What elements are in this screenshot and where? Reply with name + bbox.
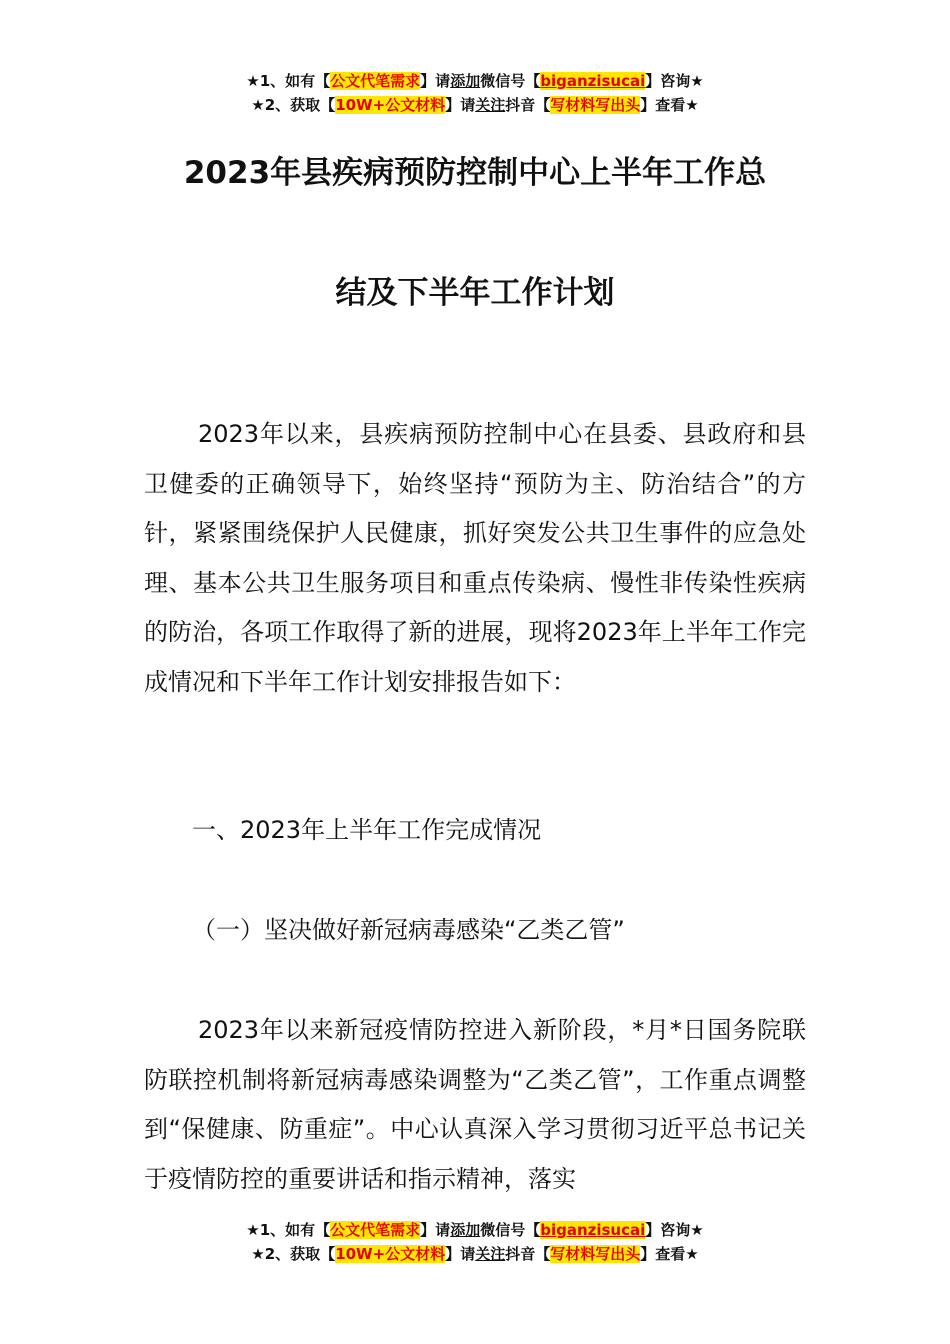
promo-text: ★1、如有【 <box>246 72 331 90</box>
promo-banner-top <box>0 69 950 117</box>
promo-text: 】查看★ <box>640 1245 699 1263</box>
promo-highlight: 公文代笔需求 <box>330 72 421 90</box>
promo-highlight: 10W+公文材料 <box>335 1245 446 1263</box>
promo-text: 】咨询★ <box>645 1221 704 1239</box>
promo-text: 】请 <box>420 1221 451 1239</box>
promo-line-2 <box>0 93 950 117</box>
promo-text: 】查看★ <box>640 96 699 114</box>
promo-underlined-text: 关注 <box>475 96 506 114</box>
promo-text: 微信号【 <box>480 72 541 90</box>
promo-text: 】请 <box>445 96 476 114</box>
promo-highlight: 公文代笔需求 <box>330 1221 421 1239</box>
promo-text: 】请 <box>445 1245 476 1263</box>
promo-underlined-text: 添加 <box>450 72 481 90</box>
promo-text: 微信号【 <box>480 1221 541 1239</box>
promo-text: ★1、如有【 <box>246 1221 331 1239</box>
promo-line-2 <box>0 1242 950 1266</box>
document-title-line-1: 2023年县疾病预防控制中心上半年工作总 <box>183 155 767 191</box>
wechat-id-link[interactable]: biganzisucai <box>540 72 646 90</box>
promo-line-1 <box>0 1218 950 1242</box>
promo-text: 抖音【 <box>505 1245 551 1263</box>
promo-line-1 <box>0 69 950 93</box>
promo-underlined-text: 关注 <box>475 1245 506 1263</box>
promo-highlight: 写材料写出头 <box>550 1245 641 1263</box>
promo-text: 】咨询★ <box>645 72 704 90</box>
promo-text: 抖音【 <box>505 96 551 114</box>
intro-paragraph: 2023年以来，县疾病预防控制中心在县委、县政府和县卫健委的正确领导下，始终坚持“预防为主、防治结合”的方针，紧紧围绕保护人民健康，抓好突发公共卫生事件的应急处理、基本公共卫生服务项目和重点传染病、慢性非传染性疾病的防治，各项工作取得了新的进展，现将2023年上半年工作完成情况和下半年工作计划安排报告如下： <box>144 420 806 696</box>
subsection-heading: （一）坚决做好新冠病毒感染“乙类乙管” <box>192 916 625 944</box>
promo-highlight: 写材料写出头 <box>550 96 641 114</box>
promo-text: ★2、获取【 <box>251 96 336 114</box>
wechat-id-link[interactable]: biganzisucai <box>540 1221 646 1239</box>
promo-text: 】请 <box>420 72 451 90</box>
document-title-line-2: 结及下半年工作计划 <box>335 275 615 311</box>
promo-text: ★2、获取【 <box>251 1245 336 1263</box>
body-paragraph: 2023年以来新冠疫情防控进入新阶段，*月*日国务院联防联控机制将新冠病毒感染调整为“乙类乙管”，工作重点调整到“保健康、防重症”。中心认真深入学习贯彻习近平总书记关于疫情防控的重要讲话和指示精神，落实 <box>144 1016 806 1193</box>
promo-underlined-text: 添加 <box>450 1221 481 1239</box>
promo-banner-bottom <box>0 1218 950 1266</box>
promo-highlight: 10W+公文材料 <box>335 96 446 114</box>
section-heading: 一、2023年上半年工作完成情况 <box>192 816 542 844</box>
